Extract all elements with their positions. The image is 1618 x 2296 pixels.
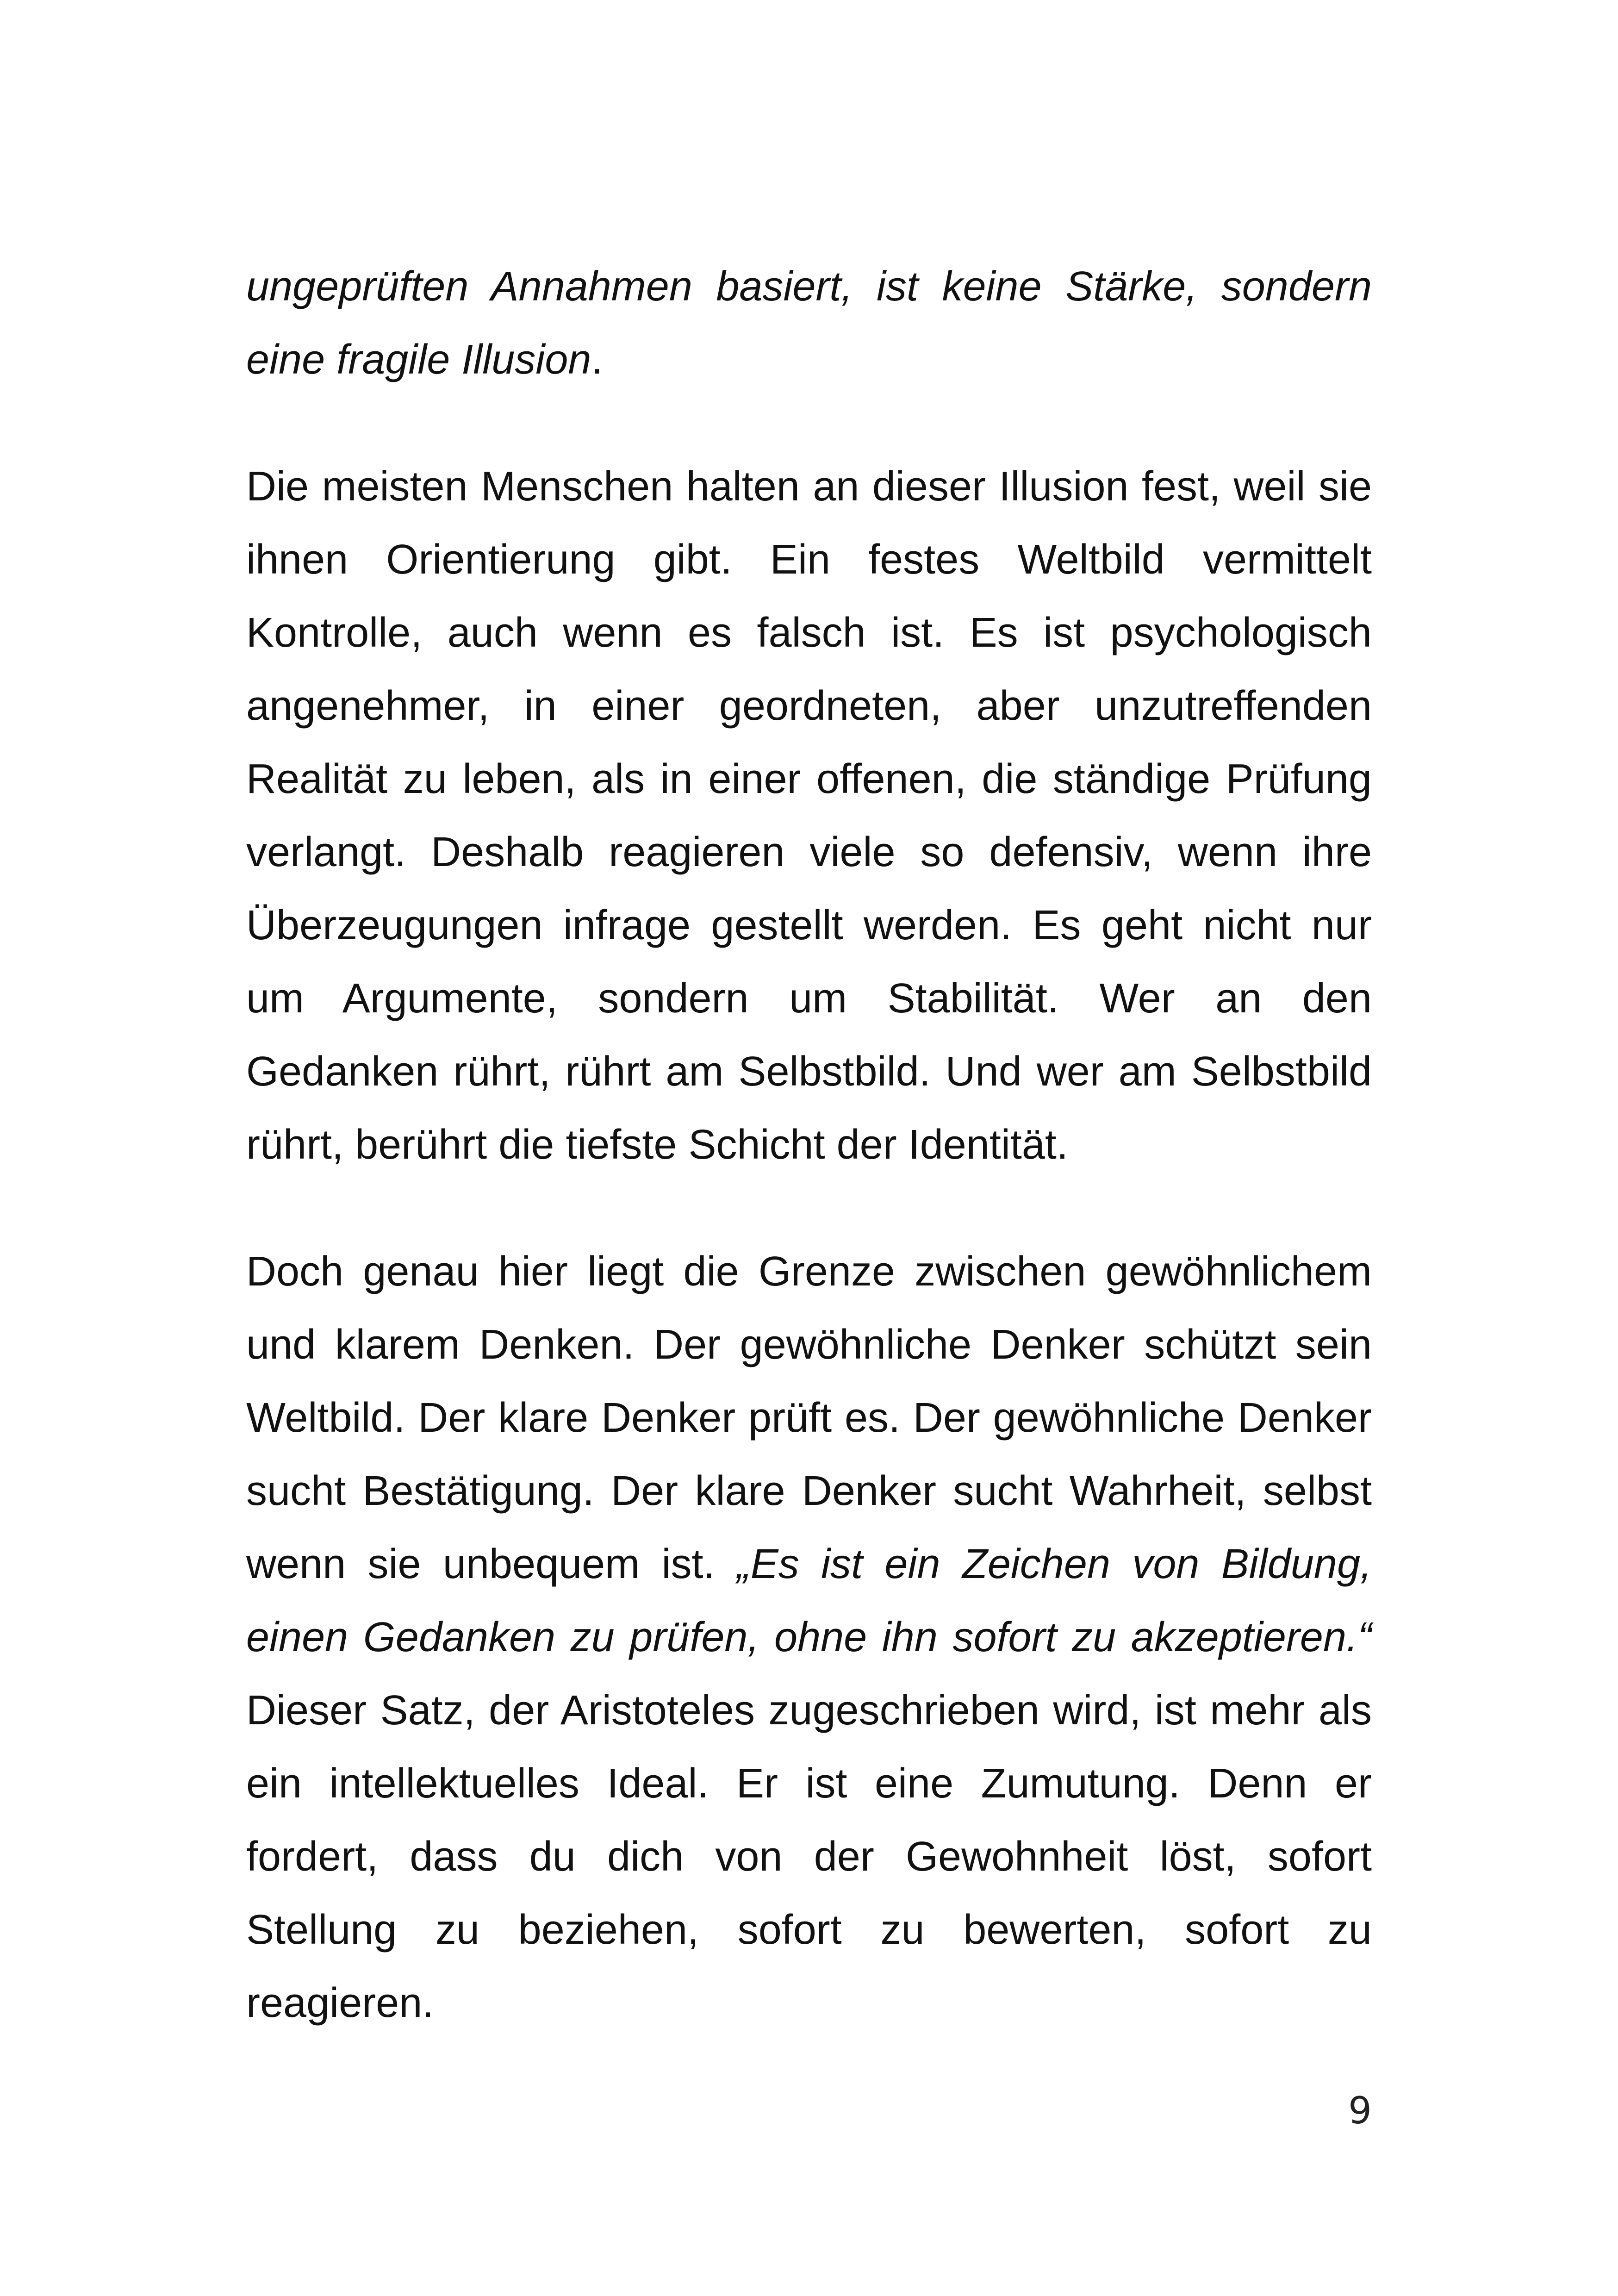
paragraph-1-tail: . — [591, 337, 603, 383]
paragraph-3 — [246, 1235, 1372, 2040]
paragraph-1 — [246, 250, 1372, 396]
page-number: 9 — [1348, 2089, 1372, 2132]
paragraph-3-text-before-quote: Doch genau hier liegt die Grenze zwischen gewöhnlichem und klarem Denken. Der gewöhnliche Denker schützt sein Weltbild. Der klare Denker prüft es. Der gewöhnliche Denker sucht Bestätigung. Der klare Denker sucht Wahrheit, selbst wenn sie unbequem ist. — [246, 1248, 1372, 1587]
paragraph-1-italic-text: ungeprüften Annahmen basiert, ist keine Stärke, sondern eine fragile Illusion — [246, 263, 1372, 383]
body-text — [246, 250, 1372, 2040]
aristotle-quote: „Es ist ein Zeichen von Bildung, einen Gedanken zu prüfen, ohne ihn sofort zu akzeptieren.“ — [246, 1541, 1372, 1660]
paragraph-3-text-after-quote: Dieser Satz, der Aristoteles zugeschrieben wird, ist mehr als ein intellektuelles Ideal. Er ist eine Zumutung. Denn er fordert, dass du dich von der Gewohnheit löst, sofort Stellung zu beziehen, sofort zu bewerten, sofort zu reagieren. — [246, 1687, 1372, 2026]
paragraph-2: Die meisten Menschen halten an dieser Illusion fest, weil sie ihnen Orientierung gibt. Ein festes Weltbild vermittelt Kontrolle, auch wenn es falsch ist. Es ist psychologisch angenehmer, in einer geordneten, aber unzutreffenden Realität zu leben, als in einer offenen, die ständige Prüfung verlangt. Deshalb reagieren viele so defensiv, wenn ihre Überzeugungen infrage gestellt werden. Es geht nicht nur um Argumente, sondern um Stabilität. Wer an den Gedanken rührt, rührt am Selbstbild. Und wer am Selbstbild rührt, berührt die tiefste Schicht der Identität. — [246, 463, 1372, 1168]
